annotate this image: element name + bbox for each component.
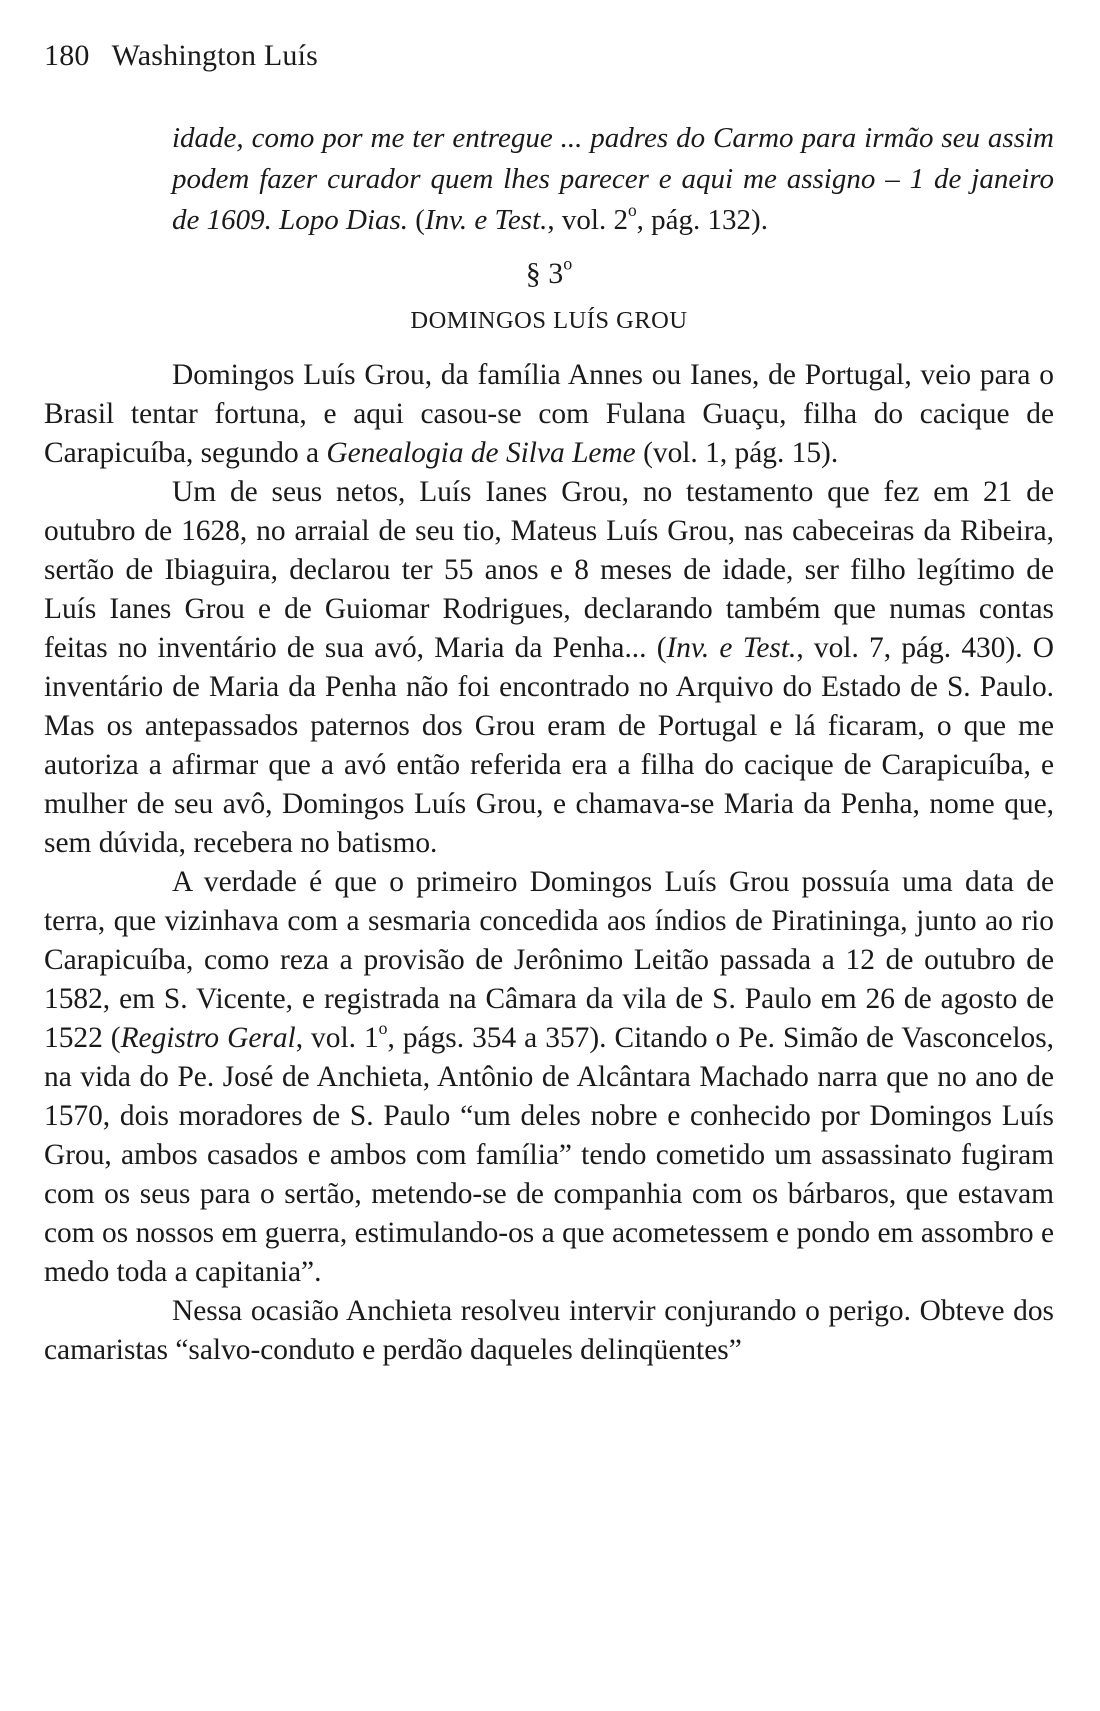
running-title: Washington Luís xyxy=(111,39,319,72)
paragraph-text: Um de seus netos, Luís Ianes Grou, no testamento que fez em 21 de outubro de 1628, no arraial de seu tio, Mateus Luís Grou, nas cabeceiras da Ribeira, sertão de Ibiaguira, declarou ter 55 anos e 8 meses de idade, ser filho legítimo de Luís Ianes Grou e de Guiomar Rodrigues, declarando também que numas contas feitas no inventário de sua avó, Maria da Penha... ( xyxy=(44,476,1054,664)
book-title: Genealogia de Silva Leme xyxy=(326,437,636,469)
quote-citation-volume: , vol. 2 xyxy=(547,204,628,236)
section-title: DOMINGOS LUÍS GROU xyxy=(410,307,688,334)
paragraph-text: A verdade é que o primeiro Domingos Luís Grou possuía uma data de terra, que vizinhava com a sesmaria concedida aos índios de Piratininga, junto ao rio Carapicuíba, como reza a provisão de Jerônimo Leitão passada a 12 de outubro de 1582, em S. Vicente, e registrada na Câmara da vila de S. Paulo em 26 de agosto de 1522 ( xyxy=(44,866,1054,1054)
citation-source: Registro Geral xyxy=(120,1022,296,1054)
paragraph-text: , vol. 7, pág. 430). O inventário de Maria da Penha não foi encontrado no Arquivo do Estado de S. Paulo. Mas os antepassados paternos dos Grou eram de Portugal e lá ficaram, o que me autoriza a afirmar que a avó então referida era a filha do cacique de Carapicuíba, e mulher de seu avô, Domingos Luís Grou, e chamava-se Maria da Penha, nome que, sem dúvida, recebera no batismo. xyxy=(44,632,1054,859)
paragraph-text: (vol. 1, pág. 15). xyxy=(635,437,839,469)
section-mark xyxy=(44,253,1054,292)
paragraph-text: Nessa ocasião Anchieta resolveu intervir conjurando o perigo. Obteve dos camaristas “salvo-conduto e perdão daqueles delinqüentes” xyxy=(44,1295,1054,1366)
paragraph-text: , págs. 354 a 357). Citando o Pe. Simão de Vasconcelos, na vida do Pe. José de Anchieta, Antônio de Alcântara Machado narra que no ano de 1570, dois moradores de S. Paulo “um deles nobre e conhecido por Domingos Luís Grou, ambos casados e ambos com família” tendo cometido um assassinato fugiram com os seus para o sertão, metendo-se de companhia com os bárbaros, que estavam com os nossos em guerra, estimulando-os a que acometessem e pondo em assombro e medo toda a capitania”. xyxy=(44,1022,1054,1288)
quote-citation-open: ( xyxy=(408,204,425,236)
paragraph xyxy=(44,473,1054,863)
section-number: § 3 xyxy=(525,257,564,290)
body-text xyxy=(44,356,1054,1370)
quote-citation-page: , pág. 132). xyxy=(636,204,768,236)
running-head xyxy=(44,38,318,74)
quote-citation-volume-ordinal: o xyxy=(627,199,637,220)
quote-italic-text: idade, como por me ter entregue ... padres do Carmo para irmão seu assim podem fazer curador quem lhes parecer e aqui me assigno – 1 de janeiro de 1609. Lopo Dias. xyxy=(172,122,1054,236)
paragraph xyxy=(44,1292,1054,1370)
page-number: 180 xyxy=(44,39,90,72)
quote-citation-source: Inv. e Test. xyxy=(424,204,548,236)
section-number-ordinal: o xyxy=(563,253,573,274)
paragraph-text: , vol. 1 xyxy=(295,1022,379,1054)
block-quote xyxy=(172,118,1054,241)
paragraph xyxy=(44,356,1054,473)
citation-source: Inv. e Test. xyxy=(666,632,797,664)
book-page xyxy=(44,0,1054,1711)
paragraph xyxy=(44,863,1054,1292)
paragraph-text: Domingos Luís Grou, da família Annes ou Ianes, de Portugal, veio para o Brasil tentar fortuna, e aqui casou-se com Fulana Guaçu, filha do cacique de Carapicuíba, segundo a xyxy=(44,359,1054,469)
ordinal-indicator: o xyxy=(378,1017,388,1038)
